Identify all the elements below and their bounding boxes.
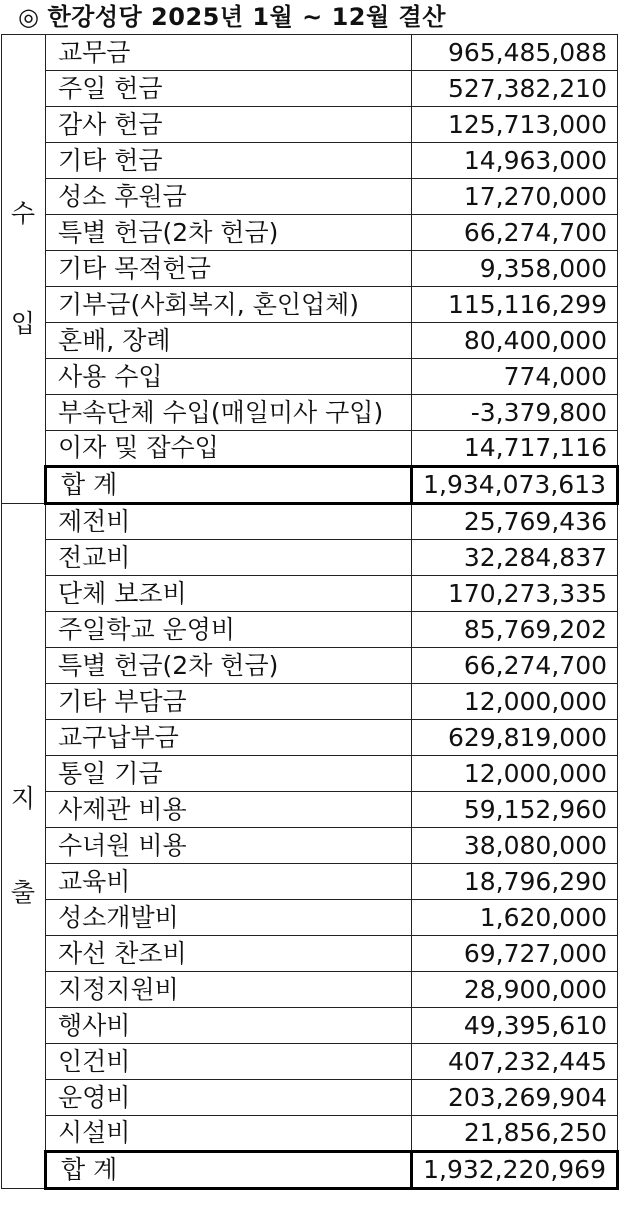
expense-amount: 66,274,700 [412,648,618,684]
table-row [2,179,618,215]
income-item: 사용 수입 [46,359,412,395]
income-total-row [2,467,618,504]
table-row [2,756,618,792]
expense-label-bottom: 출 [10,878,36,907]
title-text: 한강성당 2025년 1월 ~ 12월 결산 [47,3,446,31]
expense-amount: 629,819,000 [412,720,618,756]
income-item: 이자 및 잡수입 [46,431,412,467]
table-row [2,648,618,684]
income-amount: 9,358,000 [412,251,618,287]
table-row [2,1044,618,1080]
table-row [2,972,618,1008]
income-label-bottom: 입 [10,309,36,338]
expense-amount: 85,769,202 [412,612,618,648]
income-item: 혼배, 장례 [46,323,412,359]
expense-item: 시설비 [46,1116,412,1152]
double-circle-icon: ◎ [18,3,40,31]
settlement-table [1,34,619,1190]
table-row [2,576,618,612]
table-row [2,431,618,467]
expense-label-top: 지 [10,784,36,813]
table-row [2,864,618,900]
income-section-label [2,35,46,504]
table-row [2,359,618,395]
income-amount: 14,717,116 [412,431,618,467]
table-row [2,107,618,143]
table-row [2,323,618,359]
expense-amount: 69,727,000 [412,936,618,972]
income-total-label: 합 계 [46,467,412,504]
income-item: 성소 후원금 [46,179,412,215]
table-row [2,71,618,107]
expense-amount: 25,769,436 [412,504,618,540]
income-amount: 17,270,000 [412,179,618,215]
expense-item: 운영비 [46,1080,412,1116]
expense-item: 행사비 [46,1008,412,1044]
table-row [2,251,618,287]
income-section [2,35,618,504]
expense-item: 통일 기금 [46,756,412,792]
income-total-amount: 1,934,073,613 [412,467,618,504]
expense-item: 인건비 [46,1044,412,1080]
table-row [2,504,618,540]
income-item: 주일 헌금 [46,71,412,107]
table-row [2,828,618,864]
table-row [2,540,618,576]
expense-amount: 407,232,445 [412,1044,618,1080]
expense-amount: 12,000,000 [412,684,618,720]
table-row [2,287,618,323]
income-amount: 527,382,210 [412,71,618,107]
table-row [2,900,618,936]
income-item: 기타 목적헌금 [46,251,412,287]
income-amount: -3,379,800 [412,395,618,431]
income-amount: 125,713,000 [412,107,618,143]
expense-amount: 12,000,000 [412,756,618,792]
expense-amount: 21,856,250 [412,1116,618,1152]
table-row [2,612,618,648]
income-amount: 965,485,088 [412,35,618,71]
expense-item: 성소개발비 [46,900,412,936]
expense-item: 자선 찬조비 [46,936,412,972]
expense-item: 수녀원 비용 [46,828,412,864]
expense-item: 전교비 [46,540,412,576]
table-row [2,215,618,251]
table-row [2,35,618,71]
income-amount: 774,000 [412,359,618,395]
expense-section [2,504,618,1189]
expense-total-label: 합 계 [46,1152,412,1189]
expense-amount: 49,395,610 [412,1008,618,1044]
expense-item: 교육비 [46,864,412,900]
expense-item: 기타 부담금 [46,684,412,720]
income-item: 기타 헌금 [46,143,412,179]
expense-total-row [2,1152,618,1189]
expense-amount: 203,269,904 [412,1080,618,1116]
page-title [18,0,446,34]
income-item: 교무금 [46,35,412,71]
income-item: 부속단체 수입(매일미사 구입) [46,395,412,431]
expense-section-label [2,504,46,1189]
table-row [2,720,618,756]
table-row [2,395,618,431]
income-amount: 66,274,700 [412,215,618,251]
expense-amount: 1,620,000 [412,900,618,936]
expense-amount: 38,080,000 [412,828,618,864]
expense-item: 교구납부금 [46,720,412,756]
expense-item: 특별 헌금(2차 헌금) [46,648,412,684]
income-item: 특별 헌금(2차 헌금) [46,215,412,251]
expense-item: 주일학교 운영비 [46,612,412,648]
expense-amount: 28,900,000 [412,972,618,1008]
expense-item: 단체 보조비 [46,576,412,612]
table-row [2,1080,618,1116]
expense-total-amount: 1,932,220,969 [412,1152,618,1189]
table-row [2,684,618,720]
expense-amount: 170,273,335 [412,576,618,612]
expense-item: 제전비 [46,504,412,540]
table-row [2,792,618,828]
income-amount: 14,963,000 [412,143,618,179]
table-row [2,936,618,972]
expense-item: 사제관 비용 [46,792,412,828]
income-amount: 115,116,299 [412,287,618,323]
expense-amount: 18,796,290 [412,864,618,900]
income-item: 감사 헌금 [46,107,412,143]
income-amount: 80,400,000 [412,323,618,359]
expense-amount: 32,284,837 [412,540,618,576]
income-label-top: 수 [10,199,36,228]
table-row [2,1008,618,1044]
expense-item: 지정지원비 [46,972,412,1008]
table-row [2,143,618,179]
income-item: 기부금(사회복지, 혼인업체) [46,287,412,323]
expense-amount: 59,152,960 [412,792,618,828]
table-row [2,1116,618,1152]
